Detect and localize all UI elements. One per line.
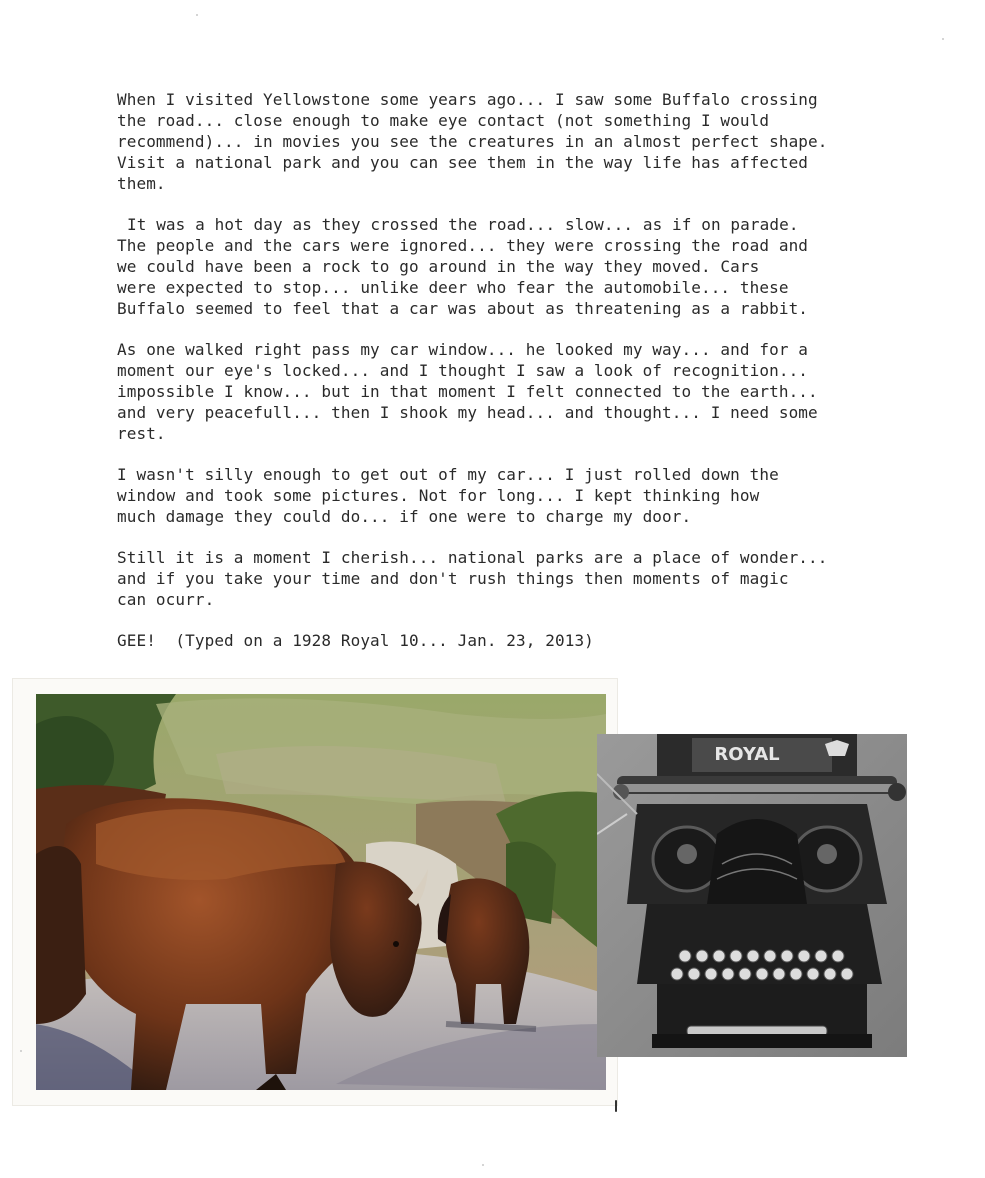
paragraph-1: When I visited Yellowstone some years ago... I saw some Buffalo crossing the road... close enough to make eye contact (not something I would recommend)... in movies you see the creatures in an almost perfect shape. Visit a national park and you can see them in the way life has affected them.	[117, 90, 828, 193]
typewriter-illustration	[597, 734, 907, 1057]
paper-speck	[20, 1050, 22, 1052]
paragraph-2: It was a hot day as they crossed the road... slow... as if on parade. The people and the cars were ignored... they were crossing the road and we could have been a rock to go around in the way they moved. Cars were expected to stop... unlike deer who fear the automobile... these Buffalo seemed to feel that a car was about as threatening as a rabbit.	[117, 215, 809, 318]
brand-plate: ROYAL	[714, 744, 780, 765]
typewriter-photo	[597, 734, 907, 1057]
paper-speck	[196, 14, 198, 16]
signature-line: GEE! (Typed on a 1928 Royal 10... Jan. 23, 2013)	[117, 631, 594, 650]
paragraph-3: As one walked right pass my car window... he looked my way... and for a moment our eye's locked... and I thought I saw a look of recognition... impossible I know... but in that moment I felt connected to the earth... and very peacefull... then I shook my head... and thought... I need some rest.	[117, 340, 818, 443]
paragraph-4: I wasn't silly enough to get out of my car... I just rolled down the window and took some pictures. Not for long... I kept thinking how much damage they could do... if one were to charge my door.	[117, 465, 779, 526]
paper-mark	[615, 1100, 617, 1112]
paragraph-5: Still it is a moment I cherish... national parks are a place of wonder... and if you take your time and don't rush things then moments of magic can ocurr.	[117, 548, 828, 609]
buffalo-illustration	[36, 694, 606, 1090]
letter-body	[117, 89, 877, 651]
buffalo-photo	[36, 694, 606, 1090]
paper-speck	[942, 38, 944, 40]
paper-speck	[482, 1164, 484, 1166]
